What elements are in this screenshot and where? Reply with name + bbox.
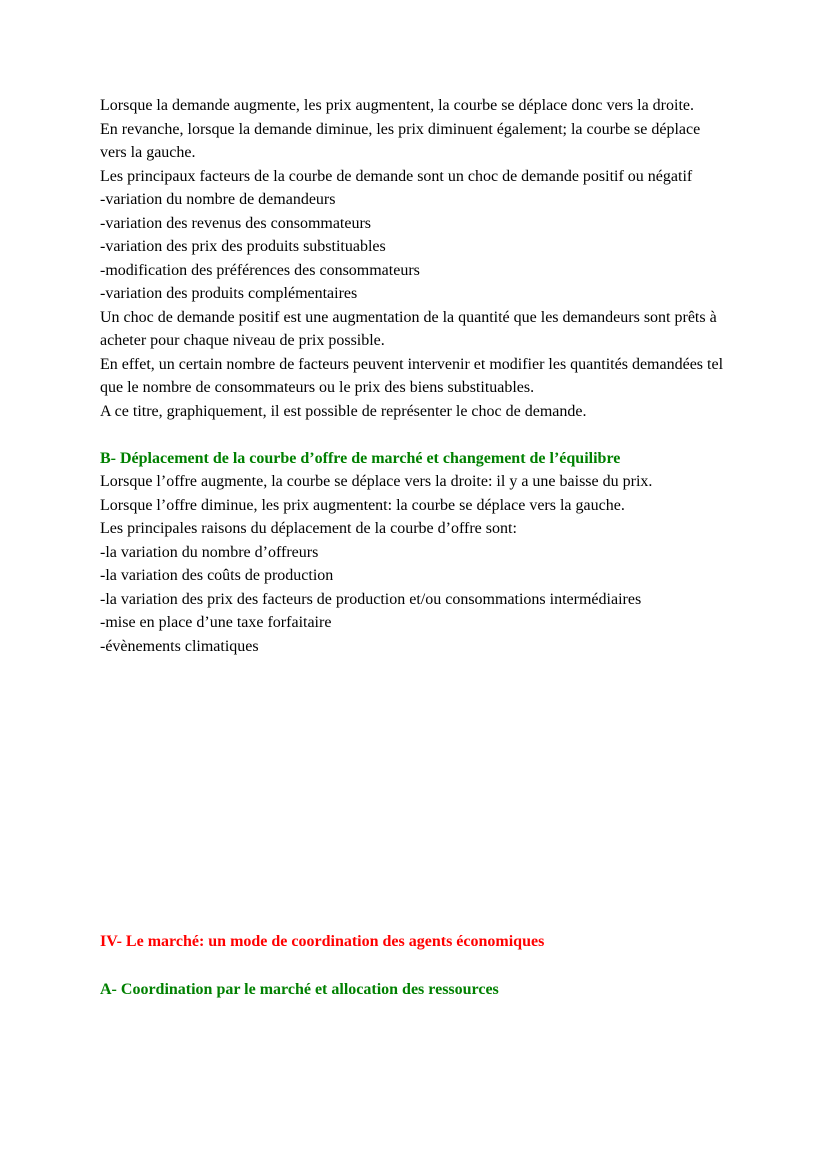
heading-section-iv: IV- Le marché: un mode de coordination des agents économiques — [100, 933, 545, 950]
text-line: En effet, un certain nombre de facteurs peuvent intervenir et modifier les quantités demandées tel que le nombre de consommateurs ou le prix des biens substituables. — [100, 355, 724, 396]
list-item-line: -modification des préférences des consommateurs — [100, 261, 420, 279]
list-item-line: -variation des produits complémentaires — [100, 285, 358, 302]
text-line: Lorsque l’offre augmente, la courbe se déplace vers la droite: il y a une baisse du prix. — [100, 473, 653, 490]
text-line: A ce titre, graphiquement, il est possible de représenter le choc de demande. — [100, 402, 587, 420]
list-item-line: -évènements climatiques — [100, 637, 259, 655]
text-line: Lorsque la demande augmente, les prix augmentent, la courbe se déplace donc vers la droite. — [100, 97, 694, 114]
text-line: Les principaux facteurs de la courbe de demande sont un choc de demande positif ou négatif — [100, 167, 693, 185]
heading-section-b: B- Déplacement de la courbe d’offre de marché et changement de l’équilibre — [100, 449, 621, 467]
text-line: Un choc de demande positif est une augmentation de la quantité que les demandeurs sont prêts à acheter pour chaque niveau de prix possible. — [100, 308, 717, 349]
list-item-line: -variation du nombre de demandeurs — [100, 191, 336, 208]
list-item-line: -variation des prix des produits substituables — [100, 238, 386, 255]
text-line: En revanche, lorsque la demande diminue, les prix diminuent également; la courbe se déplace vers la gauche. — [100, 120, 701, 161]
list-item-line: -mise en place d’une taxe forfaitaire — [100, 614, 332, 631]
list-item-line: -la variation des prix des facteurs de production et/ou consommations intermédiaires — [100, 590, 642, 608]
text-line: Lorsque l’offre diminue, les prix augmentent: la courbe se déplace vers la gauche. — [100, 496, 625, 514]
list-item-line: -la variation du nombre d’offreurs — [100, 543, 319, 561]
text-line: Les principales raisons du déplacement de la courbe d’offre sont: — [100, 520, 517, 537]
list-item-line: -la variation des coûts de production — [100, 567, 334, 584]
list-item-line: -variation des revenus des consommateurs — [100, 214, 372, 232]
heading-section-a: A- Coordination par le marché et allocation des ressources — [100, 980, 499, 998]
